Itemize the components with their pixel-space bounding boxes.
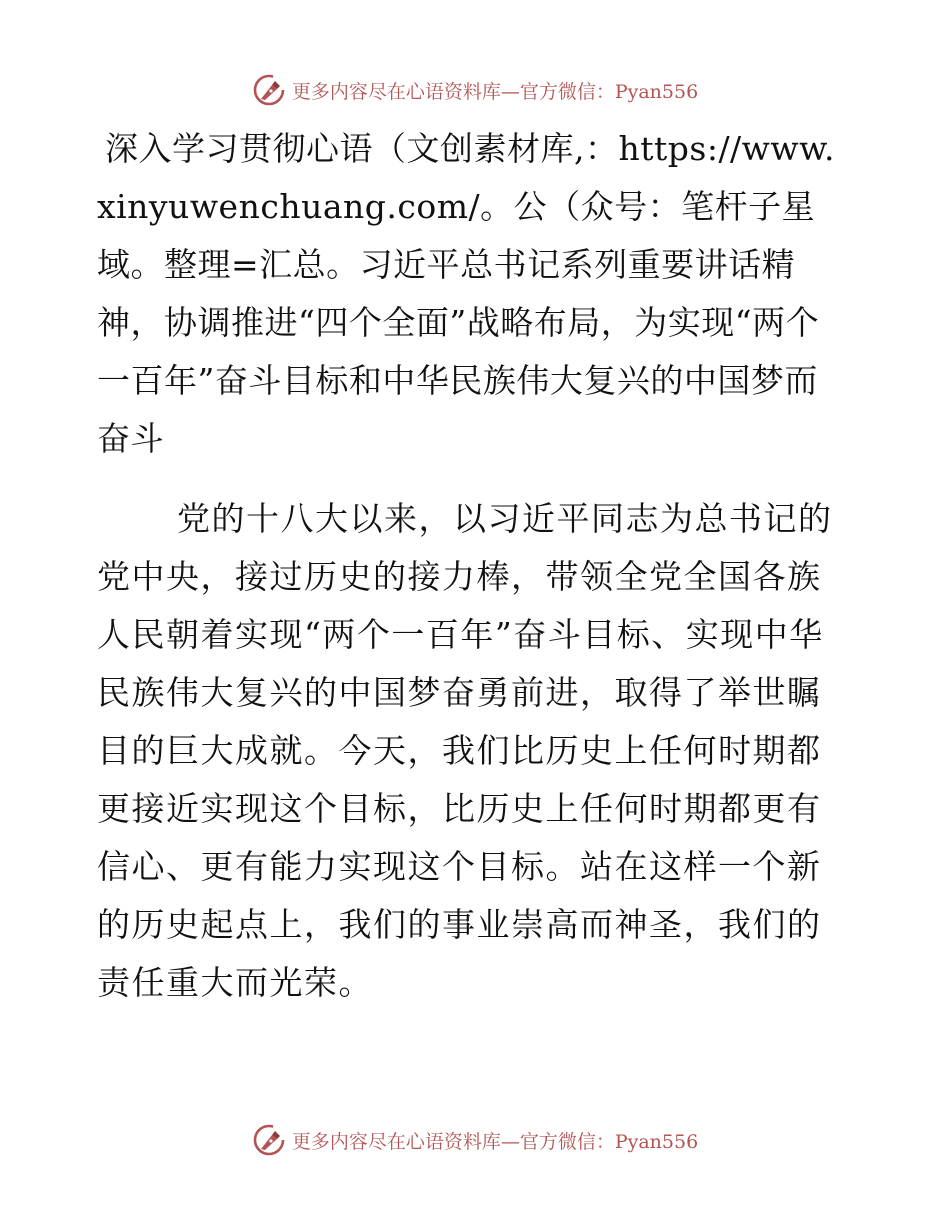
body-paragraph: 党的十八大以来，以习近平同志为总书记的党中央，接过历史的接力棒，带领全党全国各族人民朝着实现“两个一百年”奋斗目标、实现中华民族伟大复兴的中国梦奋勇前进，取得了举世瞩目的巨大成就。今天，我们比历史上任何时期都更接近实现这个目标，比历史上任何时期都更有信心、更有能力实现这个目标。站在这样一个新的历史起点上，我们的事业崇高而神圣，我们的责任重大而光荣。 (97, 499, 833, 1002)
document-body (97, 120, 851, 1012)
footer-watermark (0, 1120, 950, 1160)
footer-watermark-text: 更多内容尽在心语资料库—官方微信：Pyan556 (291, 1130, 699, 1153)
pen-nib-circle-icon (252, 73, 286, 107)
header-watermark-text: 更多内容尽在心语资料库—官方微信：Pyan556 (291, 80, 699, 103)
header-watermark (0, 70, 950, 110)
title-paragraph: 深入学习贯彻心语（文创素材库,：https://www.xinyuwenchuang.com/。公（众号：笔杆子星域。整理=汇总。习近平总书记系列重要讲话精神，协调推进“四个全面”战略布局，为实现“两个一百年”奋斗目标和中华民族伟大复兴的中国梦而奋斗 (97, 129, 835, 458)
pen-nib-circle-icon (252, 1123, 286, 1157)
